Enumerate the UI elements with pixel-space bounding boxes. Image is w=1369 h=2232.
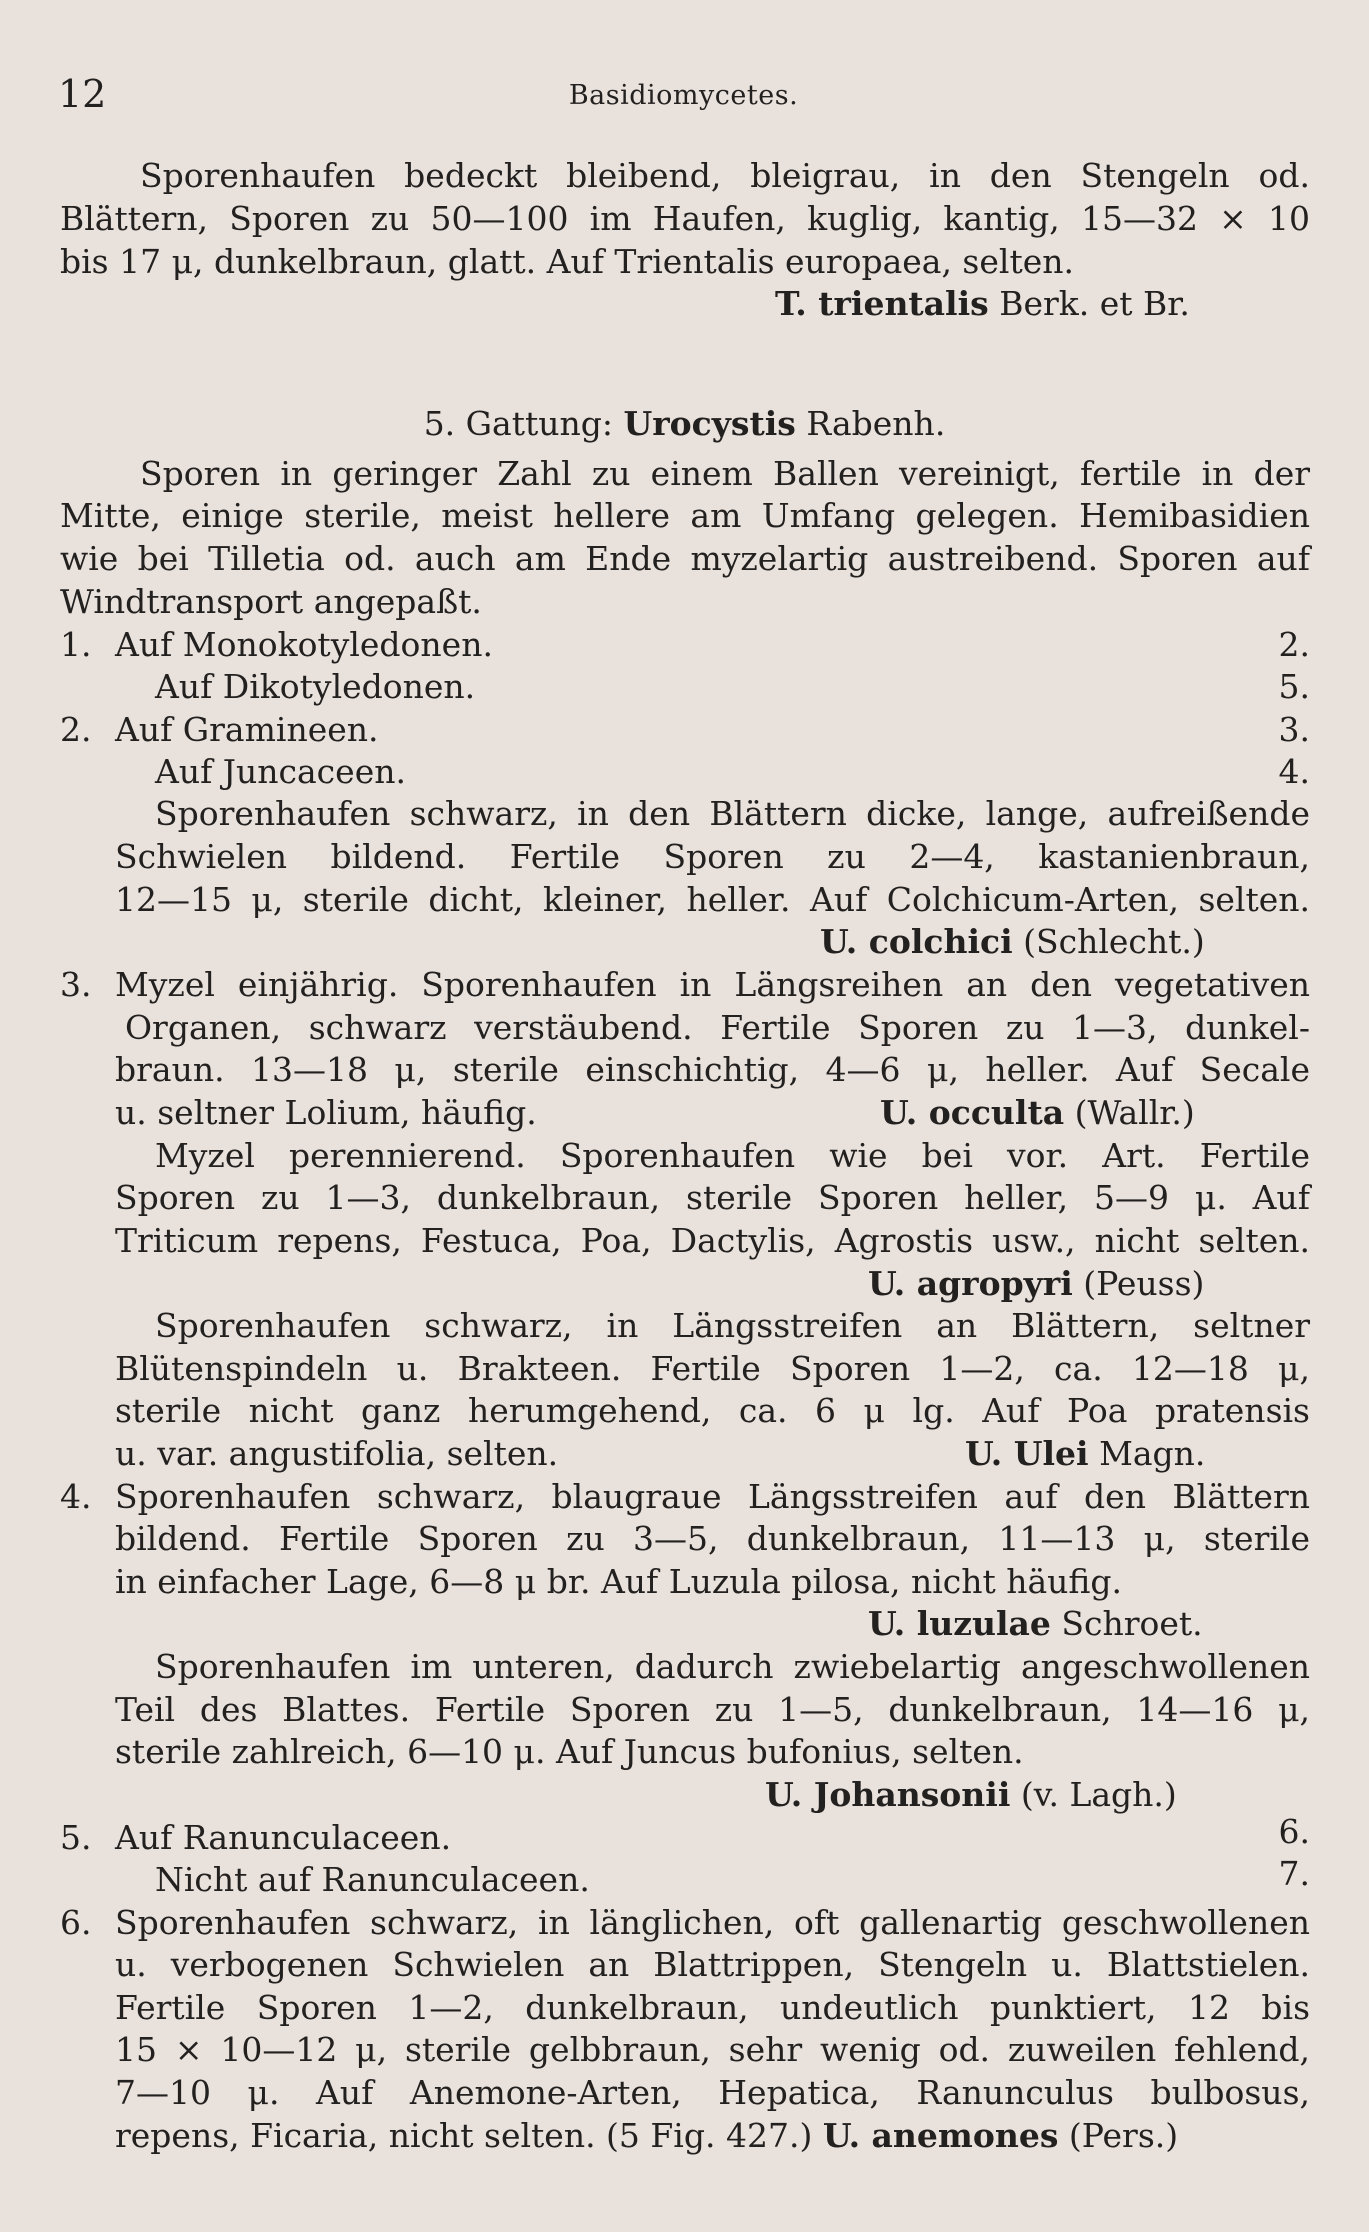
key-lead: Nicht auf Ranunculaceen. (155, 1860, 590, 1899)
text-line: Triticum repens, Festuca, Poa, Dactylis, Agrostis usw., nicht selten. (115, 1221, 1310, 1260)
key-number: 3. (60, 965, 92, 1004)
text-line: Sporenhaufen schwarz, in den Blättern dicke, lange, aufreißende (155, 794, 1310, 833)
text-line: sterile zahlreich, 6—10 μ. Auf Juncus bufonius, selten. (115, 1732, 1024, 1771)
text-line: u. verbogenen Schwielen an Blattrippen, Stengeln u. Blattstielen. (115, 1945, 1310, 1984)
text-line: Sporenhaufen bedeckt bleibend, bleigrau, in den Stengeln od. (140, 156, 1310, 195)
text-line: Sporen in geringer Zahl zu einem Ballen vereinigt, fertile in der (140, 454, 1310, 493)
text-line: Sporenhaufen schwarz, blaugraue Längsstreifen auf den Blättern (115, 1477, 1310, 1516)
text-line: Sporenhaufen im unteren, dadurch zwiebelartig angeschwollenen (155, 1647, 1310, 1686)
text-line: sterile nicht ganz herumgehend, ca. 6 μ lg. Auf Poa pratensis (115, 1391, 1310, 1430)
text-line: Mitte, einige sterile, meist hellere am Umfang gelegen. Hemibasidien (60, 496, 1310, 535)
text-line: Windtransport angepaßt. (60, 582, 482, 621)
species-name: U. occulta (Wallr.) (880, 1093, 1195, 1132)
key-ref: 5. (1278, 667, 1310, 706)
key-lead: Auf Juncaceen. (155, 752, 406, 791)
key-lead: Auf Dikotyledonen. (155, 667, 476, 706)
key-lead: Auf Ranunculaceen. (115, 1818, 452, 1857)
text-line: 7—10 μ. Auf Anemone-Arten, Hepatica, Ranunculus bulbosus, (115, 2073, 1310, 2112)
species-name: U. agropyri (Peuss) (868, 1264, 1205, 1303)
key-number: 1. (60, 625, 92, 664)
text-line: Fertile Sporen 1—2, dunkelbraun, undeutlich punktiert, 12 bis (115, 1988, 1310, 2027)
key-ref: 2. (1278, 625, 1310, 664)
text-line: 12—15 μ, sterile dicht, kleiner, heller. Auf Colchicum-Arten, selten. (115, 880, 1310, 919)
species-name: U. luzulae Schroet. (868, 1604, 1203, 1643)
species-author: (Pers.) (1068, 2116, 1179, 2155)
text-line: u. seltner Lolium, häufig. (115, 1093, 537, 1132)
genus-heading: 5. Gattung: Urocystis Rabenh. (423, 404, 946, 443)
key-ref: 7. (1278, 1854, 1310, 1893)
text-line: Myzel einjährig. Sporenhaufen in Längsreihen an den vegetativen (115, 965, 1310, 1004)
key-number: 6. (60, 1903, 92, 1942)
text-line: wie bei Tilletia od. auch am Ende myzelartig austreibend. Sporen auf (60, 539, 1310, 578)
text-line: u. var. angustifolia, selten. (115, 1434, 559, 1473)
text-line: Sporenhaufen schwarz, in Längsstreifen an Blättern, seltner (155, 1306, 1310, 1345)
species-name-genus: U. anemones (822, 2116, 1059, 2155)
text-line: in einfacher Lage, 6—8 μ br. Auf Luzula pilosa, nicht häufig. (115, 1562, 1123, 1601)
key-lead: Auf Monokotyledonen. (115, 625, 493, 664)
text-line: braun. 13—18 μ, sterile einschichtig, 4—6 μ, heller. Auf Secale (115, 1050, 1310, 1089)
text-line: Blütenspindeln u. Brakteen. Fertile Sporen 1—2, ca. 12—18 μ, (115, 1349, 1310, 1388)
page-header (58, 72, 1309, 120)
text-line: Sporenhaufen schwarz, in länglichen, oft gallenartig geschwollenen (115, 1903, 1310, 1942)
text-line: Blättern, Sporen zu 50—100 im Haufen, kuglig, kantig, 15—32 × 10 (60, 199, 1310, 238)
species-name: U. Ulei Magn. (965, 1434, 1206, 1473)
text-line: Myzel perennierend. Sporenhaufen wie bei vor. Art. Fertile (155, 1136, 1310, 1175)
text-line: Organen, schwarz verstäubend. Fertile Sporen zu 1—3, dunkel- (125, 1008, 1310, 1047)
key-number: 5. (60, 1818, 92, 1857)
species-name: T. trientalis Berk. et Br. (775, 284, 1190, 323)
key-lead: Auf Gramineen. (115, 710, 379, 749)
text-line: Sporen zu 1—3, dunkelbraun, sterile Sporen heller, 5—9 μ. Auf (115, 1178, 1310, 1217)
species-name: U. colchici (Schlecht.) (820, 922, 1205, 961)
key-ref: 4. (1278, 752, 1310, 791)
key-ref: 3. (1278, 710, 1310, 749)
text-line: 15 × 10—12 μ, sterile gelbbraun, sehr wenig od. zuweilen fehlend, (115, 2030, 1310, 2069)
text-line: bildend. Fertile Sporen zu 3—5, dunkelbraun, 11—13 μ, sterile (115, 1519, 1310, 1558)
text-line: repens, Ficaria, nicht selten. (5 Fig. 427.) U. anemones (Pers.) (115, 2116, 1179, 2155)
key-ref: 6. (1278, 1812, 1310, 1851)
text-line: bis 17 μ, dunkelbraun, glatt. Auf Trientalis europaea, selten. (60, 242, 1074, 281)
key-number: 2. (60, 710, 92, 749)
text-line: Teil des Blattes. Fertile Sporen zu 1—5, dunkelbraun, 14—16 μ, (115, 1690, 1310, 1729)
page-number: 12 (58, 72, 107, 116)
text-line: Schwielen bildend. Fertile Sporen zu 2—4, kastanienbraun, (115, 837, 1310, 876)
species-name: U. Johansonii (v. Lagh.) (765, 1775, 1177, 1814)
running-head: Basidiomycetes. (568, 80, 799, 111)
key-number: 4. (60, 1477, 92, 1516)
